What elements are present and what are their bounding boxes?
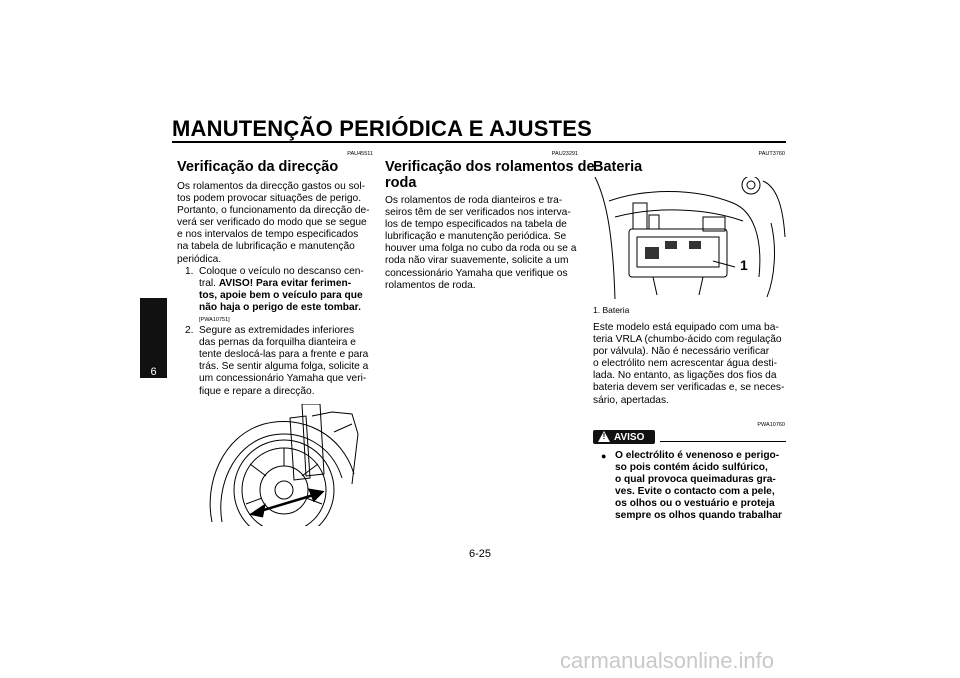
text-line: tos podem provocar situações de perigo. xyxy=(177,193,362,205)
bullet-icon: ● xyxy=(601,451,607,461)
figure-caption: 1. Bateria xyxy=(593,305,630,315)
battery-body xyxy=(593,322,788,407)
text-line: os olhos ou o vestuário e proteja xyxy=(615,498,775,510)
figure-callout: 1 xyxy=(740,257,748,273)
text-line: Este modelo está equipado com uma ba- xyxy=(593,322,779,333)
step-number: 2. xyxy=(185,325,194,337)
text-line: lubrificação e manutenção periódica. Se xyxy=(385,231,567,243)
warning-label: AVISO xyxy=(614,432,645,443)
text-line-plain: tral. xyxy=(199,277,219,289)
text-line: Segure as extremidades inferiores xyxy=(199,325,355,337)
section-code: PAUT3760 xyxy=(758,151,785,157)
section-heading-wheel-bearings: Verificação dos rolamentos de xyxy=(385,159,595,175)
page-title: MANUTENÇÃO PERIÓDICA E AJUSTES xyxy=(172,116,592,141)
text-line: sempre os olhos quando trabalhar xyxy=(615,510,782,522)
chapter-tab-number: 6 xyxy=(150,366,157,378)
text-line: um concessionário Yamaha que veri- xyxy=(199,373,367,385)
text-line: concessionário Yamaha que verifique os xyxy=(385,267,568,279)
text-line: tos, apoie bem o veículo para que xyxy=(199,289,363,301)
step-number: 1. xyxy=(185,265,194,277)
front-wheel-illustration xyxy=(202,404,372,526)
text-line: los de tempo especificados na tabela de xyxy=(385,219,567,231)
section-heading-steering: Verificação da direcção xyxy=(177,159,339,175)
text-line: sário, apertadas. xyxy=(593,394,669,406)
text-line: o electrólito nem acrescentar água desti- xyxy=(593,358,778,370)
text-line: das pernas da forquilha dianteira e xyxy=(199,337,356,349)
text-line: houver uma folga no cubo da roda ou se a xyxy=(385,243,577,255)
text-line: por válvula). Não é necessário verificar xyxy=(593,346,770,358)
step-2 xyxy=(185,325,375,398)
battery-illustration xyxy=(593,177,786,299)
warning-text xyxy=(615,450,787,523)
text-line: bateria devem ser verificadas e, se neces- xyxy=(593,382,785,394)
text-line: Coloque o veículo no descanso cen- xyxy=(199,265,364,277)
text-line: Os rolamentos da direcção gastos ou sol- xyxy=(177,181,365,192)
text-line: ves. Evite o contacto com a pele, xyxy=(615,486,775,498)
warning-code: PWA10760 xyxy=(757,422,785,428)
text-line: periódica. xyxy=(177,253,222,265)
text-line: seiros têm de ser verificados nos interva- xyxy=(385,207,571,219)
warning-exclamation: ! xyxy=(602,432,606,441)
text-line: na tabela de lubrificação e manutenção xyxy=(177,241,355,253)
step-1 xyxy=(185,266,375,325)
steering-section-body xyxy=(177,181,375,398)
section-code: PAU23291 xyxy=(551,151,578,157)
text-line: Portanto, o funcionamento da direcção de- xyxy=(177,205,370,217)
section-heading-battery: Bateria xyxy=(593,159,643,175)
text-line: so pois contém ácido sulfúrico, xyxy=(615,462,768,474)
warning-rule xyxy=(660,441,786,442)
section-code: PAU45511 xyxy=(347,151,373,157)
text-line: teria VRLA (chumbo-ácido com regulação xyxy=(593,334,782,346)
warning-code: [PWA10751] xyxy=(199,317,230,324)
warning-inline: AVISO! Para evitar ferimen- xyxy=(218,277,352,289)
wheel-bearings-body xyxy=(385,195,580,292)
text-line: O electrólito é venenoso e perigo- xyxy=(615,450,780,461)
text-line: e nos intervalos de tempo especificados xyxy=(177,229,359,241)
page-number: 6-25 xyxy=(468,548,492,560)
text-line: verá ser verificado do modo que se segue xyxy=(177,217,367,229)
text-line: tente deslocá-las para a frente e para xyxy=(199,349,369,361)
text-line: trás. Se sentir alguma folga, solicite a xyxy=(199,361,369,373)
text-line: roda não virar suavemente, solicite a um xyxy=(385,255,569,267)
text-line: fique e repare a direcção. xyxy=(199,385,315,397)
watermark: carmanualsonline.info xyxy=(560,648,775,673)
header-rule xyxy=(172,141,786,143)
text-line: lada. No entanto, as ligações dos fios da xyxy=(593,370,777,382)
text-line: não haja o perigo de este tombar. xyxy=(199,301,361,313)
text-line: o qual provoca queimaduras gra- xyxy=(615,474,776,486)
text-line xyxy=(199,278,375,290)
text-line: Os rolamentos de roda dianteiros e tra- xyxy=(385,195,563,206)
text-line: rolamentos de roda. xyxy=(385,279,476,291)
section-heading-wheel-bearings-cont: roda xyxy=(385,175,417,191)
